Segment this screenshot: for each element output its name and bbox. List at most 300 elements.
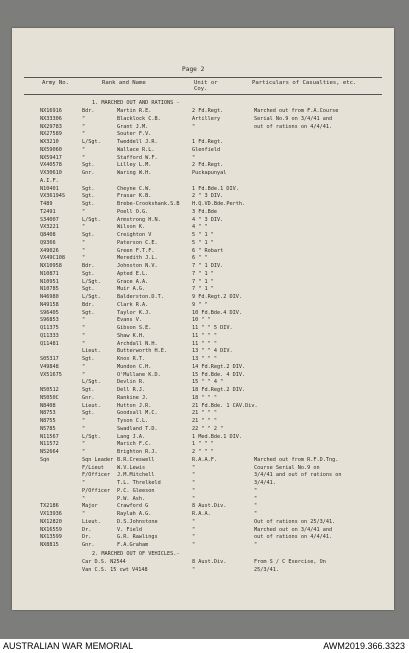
- name-cell: V. Field: [117, 526, 142, 533]
- table-row: [12, 279, 394, 285]
- table-row: [12, 271, 394, 277]
- name-cell: Lang J.A.: [117, 433, 146, 440]
- unit-cell: 1 Fd.Regt.: [192, 139, 224, 145]
- unit-cell: 5 " 1 ": [192, 232, 214, 238]
- rank-cell: L/Sgt.: [82, 433, 101, 440]
- unit-cell: 1 Fd.Bde.1 DIV.: [192, 185, 239, 192]
- particulars-cell: out of rations on 4/4/41.: [254, 123, 333, 130]
- army-no-cell: TX2186: [40, 503, 59, 510]
- particulars-cell: Marched out on 3/4/41 and: [254, 526, 333, 533]
- table-row: [12, 255, 394, 261]
- rank-cell: Sgt.: [82, 162, 95, 169]
- particulars-cell: Serial No.9 on 3/4/41 and: [254, 115, 333, 122]
- table-row: [12, 240, 394, 246]
- army-no-cell: S96405: [40, 309, 59, 316]
- army-no-cell: Q9366: [40, 239, 56, 246]
- table-row: [12, 403, 394, 409]
- unit-cell: R.A.A.F.: [192, 456, 217, 463]
- table-row: [12, 364, 394, 370]
- rank-cell: L/Sgt.: [82, 379, 101, 386]
- rank-cell: ": [82, 154, 86, 161]
- army-no-cell: NX59417: [40, 154, 62, 161]
- name-cell: Paterson C.E.: [117, 239, 158, 246]
- table-row: [12, 317, 394, 323]
- particulars-cell: 3/4/41 and out of rations on: [254, 472, 342, 479]
- table-row: [12, 155, 394, 161]
- name-cell: Raylah A.G.: [117, 511, 152, 517]
- table-row: [12, 395, 394, 401]
- footer-bar: [0, 639, 409, 653]
- army-no-cell: S34007: [40, 216, 59, 223]
- vehicle-cell: Van C.S. 15 cwt V4148: [82, 566, 148, 573]
- army-no-cell: Sqn: [40, 456, 50, 463]
- particulars-cell: ": [254, 503, 258, 510]
- table-row: [12, 341, 394, 347]
- unit-cell: 7 " 1 ": [192, 270, 214, 277]
- rank-cell: Sgt.: [82, 185, 95, 192]
- army-no-cell: Q11481: [40, 340, 59, 347]
- col-unit: Unit or Coy.: [194, 80, 218, 92]
- table-row: [12, 333, 394, 339]
- unit-cell: ": [192, 518, 196, 525]
- unit-cell: 21 Fd.Bde. 1 CAV.Div.: [192, 402, 258, 409]
- rank-cell: ": [82, 208, 86, 215]
- table-row: [12, 379, 394, 385]
- army-no-cell: VX51675: [40, 371, 62, 378]
- table-row: [12, 124, 394, 130]
- rank-cell: Bdr.: [82, 263, 95, 269]
- table-row: [12, 434, 394, 440]
- name-cell: Dell R.J.: [117, 387, 146, 393]
- rank-cell: Sgt.: [82, 201, 95, 207]
- name-cell: Hutton J.R.: [117, 402, 152, 409]
- name-cell: T.L. Threlkeld: [117, 480, 161, 486]
- rank-cell: L/Sgt.: [82, 294, 101, 300]
- rank-cell: ": [82, 115, 86, 122]
- table-row: [12, 248, 394, 254]
- army-no-cell: NX8815: [40, 542, 59, 548]
- army-no-cell: NX10958: [40, 263, 62, 269]
- table-row: [12, 217, 394, 223]
- name-cell: Swadland T.D.: [117, 425, 158, 432]
- unit-cell: 18 " " ": [192, 394, 217, 401]
- army-no-cell: A.I.F.: [40, 177, 59, 184]
- table-row: [12, 139, 394, 145]
- unit-cell: 18 Fd.Regt.2 DIV.: [192, 387, 246, 393]
- army-no-cell: N11567: [40, 433, 59, 440]
- unit-cell: 8 Aust.Div.: [192, 503, 227, 510]
- table-row: [12, 170, 394, 176]
- unit-cell: 13 " " 4 DIV.: [192, 348, 233, 355]
- army-no-cell: NX16916: [40, 108, 62, 114]
- unit-cell: ": [192, 534, 196, 541]
- table-row: [12, 232, 394, 238]
- unit-cell: Glenfield: [192, 146, 221, 153]
- rank-cell: L/Sgt.: [82, 216, 101, 223]
- name-cell: Clark R.A.: [117, 301, 149, 308]
- name-cell: Frasar K.B.: [117, 193, 152, 200]
- particulars-cell: Marched out from F.A.Course: [254, 108, 339, 114]
- rank-cell: Dr.: [82, 526, 92, 533]
- vehicle-row: [12, 567, 394, 573]
- unit-cell: 2 " " ": [192, 449, 214, 455]
- army-no-cell: Q8408: [40, 232, 56, 238]
- rank-cell: ": [82, 480, 86, 486]
- particulars-cell: ": [254, 542, 258, 548]
- name-cell: Balderston.D.T.: [117, 294, 164, 300]
- table-row: [12, 387, 394, 393]
- rank-cell: ": [82, 332, 86, 339]
- unit-cell: 2 Fd.Regt.: [192, 162, 224, 169]
- table-row: [12, 426, 394, 432]
- unit-cell: ": [192, 464, 196, 471]
- name-cell: Meredith J.L.: [117, 255, 158, 262]
- table-row: [12, 457, 394, 463]
- unit-cell: 11 " " ": [192, 340, 217, 347]
- table-row: [12, 534, 394, 540]
- army-no-cell: N10401: [40, 185, 59, 192]
- name-cell: Mundon C.H.: [117, 363, 152, 370]
- particulars-cell: ": [254, 495, 258, 502]
- rank-cell: Lieut.: [82, 402, 101, 409]
- col-particulars: Particulars of Casualties, etc.: [252, 80, 357, 86]
- rank-cell: Major: [82, 503, 98, 510]
- particulars-cell: From S / C Exercise, On: [254, 558, 326, 565]
- unit-cell: 8 Aust.Div.: [192, 558, 227, 565]
- unit-cell: 13 " " ": [192, 356, 217, 362]
- rank-cell: ": [82, 371, 86, 378]
- unit-cell: ": [192, 123, 196, 130]
- unit-cell: ": [192, 495, 196, 502]
- army-no-cell: VX49C108: [40, 255, 65, 262]
- rank-cell: ": [82, 425, 86, 432]
- name-cell: O'Mullane K.D.: [117, 371, 161, 378]
- rank-cell: ": [82, 340, 86, 347]
- table-row: [12, 263, 394, 269]
- unit-cell: 5 " 1 ": [192, 239, 214, 246]
- name-cell: Gibson S.E.: [117, 325, 152, 331]
- unit-cell: 4 " ": [192, 224, 208, 231]
- name-cell: Creighton V: [117, 232, 152, 238]
- rank-cell: ": [82, 418, 86, 424]
- army-no-cell: VX3221: [40, 224, 59, 231]
- army-no-cell: NX27589: [40, 131, 62, 138]
- rank-cell: Sgt.: [82, 309, 95, 316]
- table-row: [12, 441, 394, 447]
- particulars-cell: 25/3/41.: [254, 566, 279, 573]
- rank-cell: ": [82, 239, 86, 246]
- rank-cell: ": [82, 363, 86, 370]
- army-no-cell: NX59060: [40, 146, 62, 153]
- table-row: [12, 511, 394, 517]
- table-row: [12, 201, 394, 207]
- name-cell: Tyson C.L.: [117, 418, 149, 424]
- name-cell: W.V.Lewis: [117, 464, 146, 471]
- particulars-cell: Out of rations on 25/3/41.: [254, 518, 336, 525]
- army-no-cell: VX36194S: [40, 193, 65, 200]
- col-rank-name: Rank and Name: [102, 80, 146, 86]
- army-no-cell: N11572: [40, 441, 59, 448]
- table-row: [12, 131, 394, 137]
- table-row: [12, 465, 394, 471]
- table-row: [12, 286, 394, 292]
- unit-cell: 6 " Robart: [192, 247, 224, 254]
- name-cell: Stafford W.F.: [117, 154, 158, 161]
- rank-cell: Gnr.: [82, 170, 95, 176]
- rank-cell: ": [82, 511, 86, 517]
- army-no-cell: N52664: [40, 449, 59, 455]
- name-cell: Goodsall M.C.: [117, 410, 158, 417]
- unit-cell: 9 Fd.Regt.2 DIV.: [192, 294, 242, 300]
- section-heading: 1. MARCHED OUT AND RATIONS -: [92, 100, 180, 106]
- unit-cell: Puckapunyal: [192, 170, 227, 176]
- particulars-cell: Marched out from R.F.D.Tng.: [254, 456, 339, 463]
- unit-cell: ": [192, 487, 196, 494]
- rank-cell: ": [82, 317, 86, 324]
- unit-cell: 15 " " 4 ": [192, 379, 224, 386]
- name-cell: G.R. Rawlings: [117, 534, 158, 541]
- vehicle-row: [12, 559, 394, 565]
- table-row: [12, 209, 394, 215]
- rank-cell: ": [82, 325, 86, 331]
- unit-cell: 3 Fd.Bde: [192, 208, 217, 215]
- name-cell: Brighton R.J.: [117, 449, 158, 455]
- army-no-cell: VX30610: [40, 170, 62, 176]
- name-cell: Lilley L.M.: [117, 162, 152, 169]
- rank-cell: ": [82, 123, 86, 130]
- section-heading-vehicles: 2. MARCHED OUT OF VEHICLES.-: [92, 550, 180, 557]
- rank-cell: ": [82, 495, 86, 502]
- table-row: [12, 348, 394, 354]
- rank-cell: Gnr.: [82, 542, 95, 548]
- name-cell: Cheyne C.W.: [117, 185, 152, 192]
- army-no-cell: N10785: [40, 286, 59, 293]
- rank-cell: Dr.: [82, 534, 92, 541]
- col-army-no: Army No.: [42, 80, 69, 86]
- rank-cell: Bdr.: [82, 301, 95, 308]
- name-cell: P.C. Gleeson: [117, 487, 155, 494]
- unit-cell: 4 " 3 DIV.: [192, 216, 224, 223]
- rank-cell: Sgt.: [82, 232, 95, 238]
- name-cell: Apted E.L.: [117, 270, 149, 277]
- unit-cell: 11 " " 5 DIV.: [192, 325, 233, 331]
- footer-institution: AUSTRALIAN WAR MEMORIAL: [3, 641, 134, 651]
- army-no-cell: N46980: [40, 294, 59, 300]
- name-cell: Martin R.E.: [117, 108, 152, 114]
- army-no-cell: S96853: [40, 317, 59, 324]
- table-row: [12, 325, 394, 331]
- unit-cell: ": [192, 542, 196, 548]
- rank-cell: Sgt.: [82, 356, 95, 362]
- rank-cell: F/Lieut: [82, 464, 104, 471]
- name-cell: Poell O.G.: [117, 208, 149, 215]
- rank-cell: Bdr.: [82, 108, 95, 114]
- army-no-cell: X49026: [40, 247, 59, 254]
- rank-cell: Sgt.: [82, 410, 95, 417]
- unit-cell: ": [192, 566, 196, 573]
- army-no-cell: N5050C: [40, 394, 59, 401]
- rank-cell: ": [82, 449, 86, 455]
- rank-cell: Lieut.: [82, 348, 101, 355]
- rank-cell: ": [82, 255, 86, 262]
- table-row: [12, 224, 394, 230]
- table-row: [12, 186, 394, 192]
- vehicle-cell: Car D.S. N2544: [82, 558, 126, 565]
- document-page: [12, 28, 394, 610]
- rank-cell: Sgt.: [82, 270, 95, 277]
- name-cell: Knox R.T.: [117, 356, 146, 362]
- rank-cell: Sgt.: [82, 387, 95, 393]
- army-no-cell: S05317: [40, 356, 59, 362]
- table-row: [12, 503, 394, 509]
- page-number: Page 2: [182, 66, 205, 73]
- table-row: [12, 162, 394, 168]
- rank-cell: Sqn Leader: [82, 456, 114, 463]
- unit-cell: Artillery: [192, 115, 221, 122]
- unit-cell: 2 " 3 DIV.: [192, 193, 224, 200]
- rank-cell: ": [82, 441, 86, 448]
- army-no-cell: N5785: [40, 425, 56, 432]
- table-row: [12, 472, 394, 478]
- unit-cell: 2 Fd.Regt.: [192, 108, 224, 114]
- name-cell: Blacklock C.B.: [117, 115, 161, 122]
- header-rule-bottom: [24, 94, 382, 95]
- name-cell: J.M.Mitchell: [117, 472, 155, 479]
- army-no-cell: VX40578: [40, 162, 62, 169]
- unit-cell: 22 " " 2 ": [192, 425, 224, 432]
- table-row: [12, 496, 394, 502]
- name-cell: B.R.Creswell: [117, 456, 155, 463]
- name-cell: Marich F.C.: [117, 441, 152, 448]
- army-no-cell: N10871: [40, 270, 59, 277]
- army-no-cell: N8408: [40, 402, 56, 409]
- name-cell: Devlin R.: [117, 379, 146, 386]
- name-cell: Crawford G: [117, 503, 149, 510]
- unit-cell: ": [192, 526, 196, 533]
- name-cell: F.A.Graham: [117, 542, 149, 548]
- table-row: [12, 147, 394, 153]
- rank-cell: L/Sgt.: [82, 278, 101, 285]
- unit-cell: 7 " 1 ": [192, 278, 214, 285]
- army-no-cell: Q11375: [40, 325, 59, 331]
- table-row: [12, 449, 394, 455]
- name-cell: D.S.Johnstone: [117, 518, 158, 525]
- name-cell: Taylor K.J.: [117, 309, 152, 316]
- unit-cell: 21 " " ": [192, 418, 217, 424]
- army-no-cell: V49848: [40, 363, 59, 370]
- table-row: [12, 480, 394, 486]
- name-cell: Grant J.M.: [117, 123, 149, 130]
- name-cell: Tweddell J.R.: [117, 139, 158, 145]
- name-cell: Archdall N.H.: [117, 340, 158, 347]
- table-row: [12, 108, 394, 114]
- particulars-cell: 3/4/41.: [254, 480, 276, 486]
- army-no-cell: NX16559: [40, 526, 62, 533]
- army-no-cell: NX12820: [40, 518, 62, 525]
- army-no-cell: N8755: [40, 418, 56, 424]
- name-cell: Muir A.G.: [117, 286, 146, 293]
- table-row: [12, 372, 394, 378]
- army-no-cell: NX13599: [40, 534, 62, 541]
- table-row: [12, 418, 394, 424]
- name-cell: P.W. Ash.: [117, 495, 146, 502]
- rank-cell: Gnr.: [82, 394, 95, 401]
- unit-cell: 10 Fd.Bde.4 DIV.: [192, 309, 242, 316]
- name-cell: Wilson K.: [117, 224, 146, 231]
- rank-cell: Sgt.: [82, 193, 95, 200]
- particulars-cell: Course Serial No.9 on: [254, 464, 320, 471]
- table-row: [12, 356, 394, 362]
- name-cell: Armstrong H.N.: [117, 216, 161, 223]
- unit-cell: 9 " ": [192, 301, 208, 308]
- name-cell: Wallace R.L.: [117, 146, 155, 153]
- name-cell: Rankine J.: [117, 394, 149, 401]
- army-no-cell: VX13936: [40, 511, 62, 517]
- table-row: [12, 302, 394, 308]
- rank-cell: F/Officer: [82, 472, 111, 479]
- unit-cell: ": [192, 472, 196, 479]
- rank-cell: L/Sgt.: [82, 139, 101, 145]
- particulars-cell: ": [254, 511, 258, 517]
- army-no-cell: N10951: [40, 278, 59, 285]
- rank-cell: Sgt.: [82, 286, 95, 293]
- army-no-cell: T489: [40, 201, 53, 207]
- unit-cell: R.A.A.: [192, 511, 211, 517]
- army-no-cell: N50512: [40, 387, 59, 393]
- table-row: [12, 410, 394, 416]
- name-cell: Brebe-Crookshank.S.B: [117, 201, 180, 207]
- name-cell: Green F.T.F.: [117, 247, 155, 254]
- rank-cell: P/Officer: [82, 487, 111, 494]
- name-cell: Grace A.A.: [117, 278, 149, 285]
- unit-cell: 6 " ": [192, 255, 208, 262]
- name-cell: Johnston N.V.: [117, 263, 158, 269]
- header-rule-top: [24, 77, 382, 78]
- army-no-cell: WX3210: [40, 139, 59, 145]
- unit-cell: 11 " " ": [192, 332, 217, 339]
- unit-cell: 1 Med.Bde.1 DIV.: [192, 433, 242, 440]
- rank-cell: ": [82, 131, 86, 138]
- particulars-cell: ": [254, 487, 258, 494]
- table-row: [12, 193, 394, 199]
- name-cell: Waring W.H.: [117, 170, 152, 176]
- table-row: [12, 488, 394, 494]
- table-row: [12, 294, 394, 300]
- army-no-cell: NX33306: [40, 115, 62, 122]
- army-no-cell: NX29783: [40, 123, 62, 130]
- name-cell: Shaw K.H.: [117, 332, 146, 339]
- unit-cell: H.Q.VD.Bde.Perth.: [192, 201, 246, 207]
- table-row: [12, 178, 394, 184]
- unit-cell: 1 " " ": [192, 441, 214, 448]
- unit-cell: 15 Fd.Bde. 4 DIV.: [192, 371, 246, 378]
- rank-cell: ": [82, 224, 86, 231]
- unit-cell: 7 " 1 DIV.: [192, 263, 224, 269]
- footer-accession-number: AWM2019.366.3323: [323, 641, 405, 651]
- army-no-cell: Q11333: [40, 332, 59, 339]
- unit-cell: ": [192, 480, 196, 486]
- unit-cell: 7 " 1 ": [192, 286, 214, 293]
- unit-cell: 14 Fd.Regt.2 DIV.: [192, 363, 246, 370]
- rank-cell: ": [82, 247, 86, 254]
- name-cell: Souter F.V.: [117, 131, 152, 138]
- unit-cell: ": [192, 154, 196, 161]
- army-no-cell: N49158: [40, 301, 59, 308]
- rank-cell: ": [82, 146, 86, 153]
- table-row: [12, 519, 394, 525]
- army-no-cell: T2491: [40, 208, 56, 215]
- unit-cell: 21 " " ": [192, 410, 217, 417]
